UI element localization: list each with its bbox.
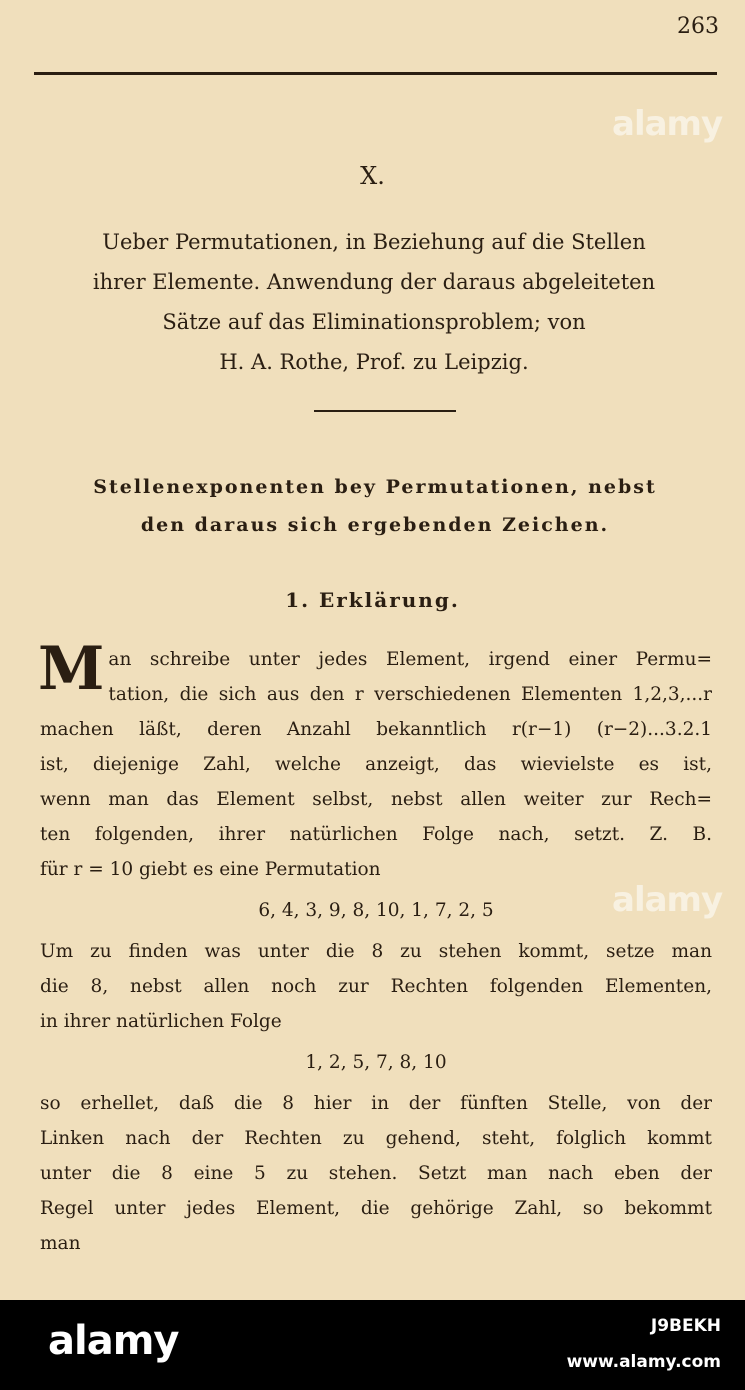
body-line: machen läßt, deren Anzahl bekanntlich r(r−1) (r−2)...3.2.1 bbox=[40, 719, 712, 740]
chapter-number: X. bbox=[360, 162, 385, 190]
body-line: an schreibe unter jedes Element, irgend einer Permu= bbox=[108, 649, 712, 670]
body-line: man bbox=[40, 1233, 81, 1254]
body-line: die 8, nebst allen noch zur Rechten folgenden Elementen, bbox=[40, 976, 712, 997]
title-line: H. A. Rothe, Prof. zu Leipzig. bbox=[219, 350, 529, 374]
subheading: 1. Erklärung. bbox=[285, 588, 460, 612]
body-line: in ihrer natürlichen Folge bbox=[40, 1011, 282, 1032]
title-line: Sätze auf das Eliminationsproblem; von bbox=[162, 310, 586, 334]
footer-url: www.alamy.com bbox=[566, 1352, 721, 1372]
body-text bbox=[38, 634, 712, 1261]
section-heading bbox=[30, 468, 720, 544]
body-line: tation, die sich aus den r verschiedenen Elementen 1,2,3,...r bbox=[108, 684, 712, 705]
alamy-logo: alamy bbox=[48, 1318, 179, 1364]
permutation-example: 6, 4, 3, 9, 8, 10, 1, 7, 2, 5 bbox=[258, 900, 494, 921]
body-line: unter die 8 eine 5 zu stehen. Setzt man nach eben der bbox=[40, 1163, 712, 1184]
title-line: Ueber Permutationen, in Beziehung auf die Stellen bbox=[102, 230, 646, 254]
header-rule bbox=[34, 72, 717, 75]
body-line: ten folgenden, ihrer natürlichen Folge nach, setzt. Z. B. bbox=[40, 824, 712, 845]
body-line: für r = 10 giebt es eine Permutation bbox=[40, 859, 381, 880]
body-line: wenn man das Element selbst, nebst allen weiter zur Rech= bbox=[40, 789, 712, 810]
stock-footer bbox=[0, 1300, 745, 1390]
body-line: ist, diejenige Zahl, welche anzeigt, das wievielste es ist, bbox=[40, 754, 712, 775]
title-line: ihrer Elemente. Anwendung der daraus abgeleiteten bbox=[92, 270, 656, 294]
sorted-example: 1, 2, 5, 7, 8, 10 bbox=[305, 1052, 447, 1073]
section-divider bbox=[314, 410, 456, 412]
body-line: Regel unter jedes Element, die gehörige Zahl, so bekommt bbox=[40, 1198, 712, 1219]
image-id: J9BEKH bbox=[650, 1316, 721, 1336]
watermark: alamy bbox=[612, 880, 723, 920]
body-line: Um zu finden was unter die 8 zu stehen kommt, setze man bbox=[40, 941, 712, 962]
section-heading-line: den daraus sich ergebenden Zeichen. bbox=[140, 514, 610, 536]
page-number: 263 bbox=[677, 14, 719, 39]
section-heading-line: Stellenexponenten bey Permutationen, nebst bbox=[93, 476, 657, 498]
drop-cap: M bbox=[38, 634, 105, 704]
watermark: alamy bbox=[612, 104, 723, 144]
body-line: so erhellet, daß die 8 hier in der fünften Stelle, von der bbox=[40, 1093, 712, 1114]
chapter-title bbox=[34, 222, 714, 382]
body-line: Linken nach der Rechten zu gehend, steht, folglich kommt bbox=[40, 1128, 712, 1149]
